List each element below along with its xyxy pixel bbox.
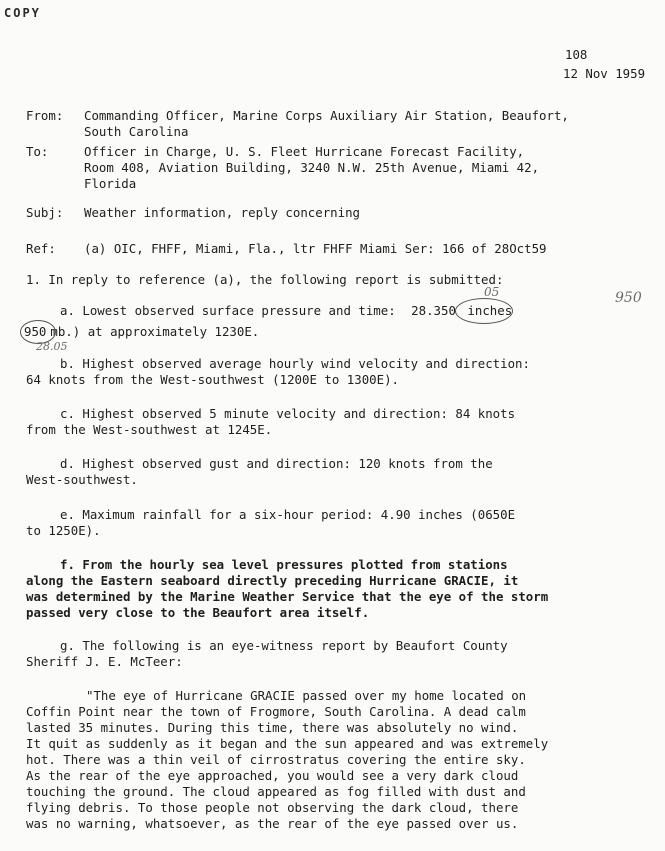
pressure-unit: inches	[467, 303, 513, 318]
quote-line-3: lasted 35 minutes. During this time, there was absolutely no wind.	[26, 720, 519, 735]
item-e-line-2: to 1250E).	[26, 523, 101, 538]
item-f-line-1: f. From the hourly sea level pressures plotted from stations	[60, 557, 508, 572]
item-c-line-1: c. Highest observed 5 minute velocity and direction: 84 knots	[60, 406, 516, 421]
reference-label: Ref:	[26, 241, 56, 256]
item-a-text: a. Lowest observed surface pressure and time:	[60, 303, 396, 318]
quote-line-5: hot. There was a thin veil of cirrostratus covering the entire sky.	[26, 752, 526, 767]
quote-line-7: touching the ground. The cloud appeared as fog filled with dust and	[26, 784, 526, 799]
quote-line-6: As the rear of the eye approached, you would see a very dark cloud	[26, 768, 519, 783]
subject-text: Weather information, reply concerning	[84, 205, 361, 220]
item-g-line-2: Sheriff J. E. McTeer:	[26, 654, 183, 669]
item-d-line-1: d. Highest observed gust and direction: 120 knots from the	[60, 456, 493, 471]
item-g-line-1: g. The following is an eye-witness report by Beaufort County	[60, 638, 508, 653]
to-line-1: Officer in Charge, U. S. Fleet Hurricane Forecast Facility,	[84, 144, 525, 159]
item-a-line-1	[60, 303, 512, 319]
quote-line-1: "The eye of Hurricane GRACIE passed over my home located on	[86, 688, 527, 703]
item-f-line-3: was determined by the Marine Weather Service that the eye of the storm	[26, 589, 549, 604]
pressure-value: 28.350	[411, 303, 456, 318]
document-date: 12 Nov 1959	[563, 66, 646, 81]
item-f-line-4: passed very close to the Beaufort area itself.	[26, 605, 370, 620]
to-label: To:	[26, 144, 49, 159]
pressure-circle	[455, 298, 513, 324]
from-line-1: Commanding Officer, Marine Corps Auxiliary Air Station, Beaufort,	[84, 108, 569, 123]
quote-line-4: It quit as suddenly as it began and the sun appeared and was extremely	[26, 736, 549, 751]
margin-note: 950	[615, 290, 642, 306]
copy-stamp: COPY	[4, 6, 41, 20]
item-f-line-2: along the Eastern seaboard directly preceding Hurricane GRACIE, it	[26, 573, 519, 588]
quote-line-2: Coffin Point near the town of Frogmore, South Carolina. A dead calm	[26, 704, 526, 719]
item-e-line-1: e. Maximum rainfall for a six-hour period: 4.90 inches (0650E	[60, 507, 516, 522]
pressure-correction: 05	[484, 285, 500, 299]
subject-label: Subj:	[26, 205, 64, 220]
paragraph-1: 1. In reply to reference (a), the following report is submitted:	[26, 272, 504, 287]
item-a-time: mb.) at approximately 1230E.	[50, 324, 260, 339]
item-a-line-2	[24, 324, 259, 340]
item-c-line-2: from the West-southwest at 1245E.	[26, 422, 273, 437]
quote-line-9: was no warning, whatsoever, as the rear of the eye passed over us.	[26, 816, 519, 831]
from-line-2: South Carolina	[84, 124, 189, 139]
millibar-correction: 28.05	[36, 340, 68, 353]
to-line-3: Florida	[84, 176, 137, 191]
item-d-line-2: West-southwest.	[26, 472, 138, 487]
quote-line-8: flying debris. To those people not observing the dark cloud, there	[26, 800, 519, 815]
item-b-line-2: 64 knots from the West-southwest (1200E to 1300E).	[26, 372, 399, 387]
document-number: 108	[565, 47, 588, 62]
item-b-line-1: b. Highest observed average hourly wind velocity and direction:	[60, 356, 530, 371]
reference-text: (a) OIC, FHFF, Miami, Fla., ltr FHFF Miami Ser: 166 of 28Oct59	[84, 241, 547, 256]
from-label: From:	[26, 108, 64, 123]
millibar-value: 950	[24, 324, 47, 339]
to-line-2: Room 408, Aviation Building, 3240 N.W. 25th Avenue, Miami 42,	[84, 160, 540, 175]
